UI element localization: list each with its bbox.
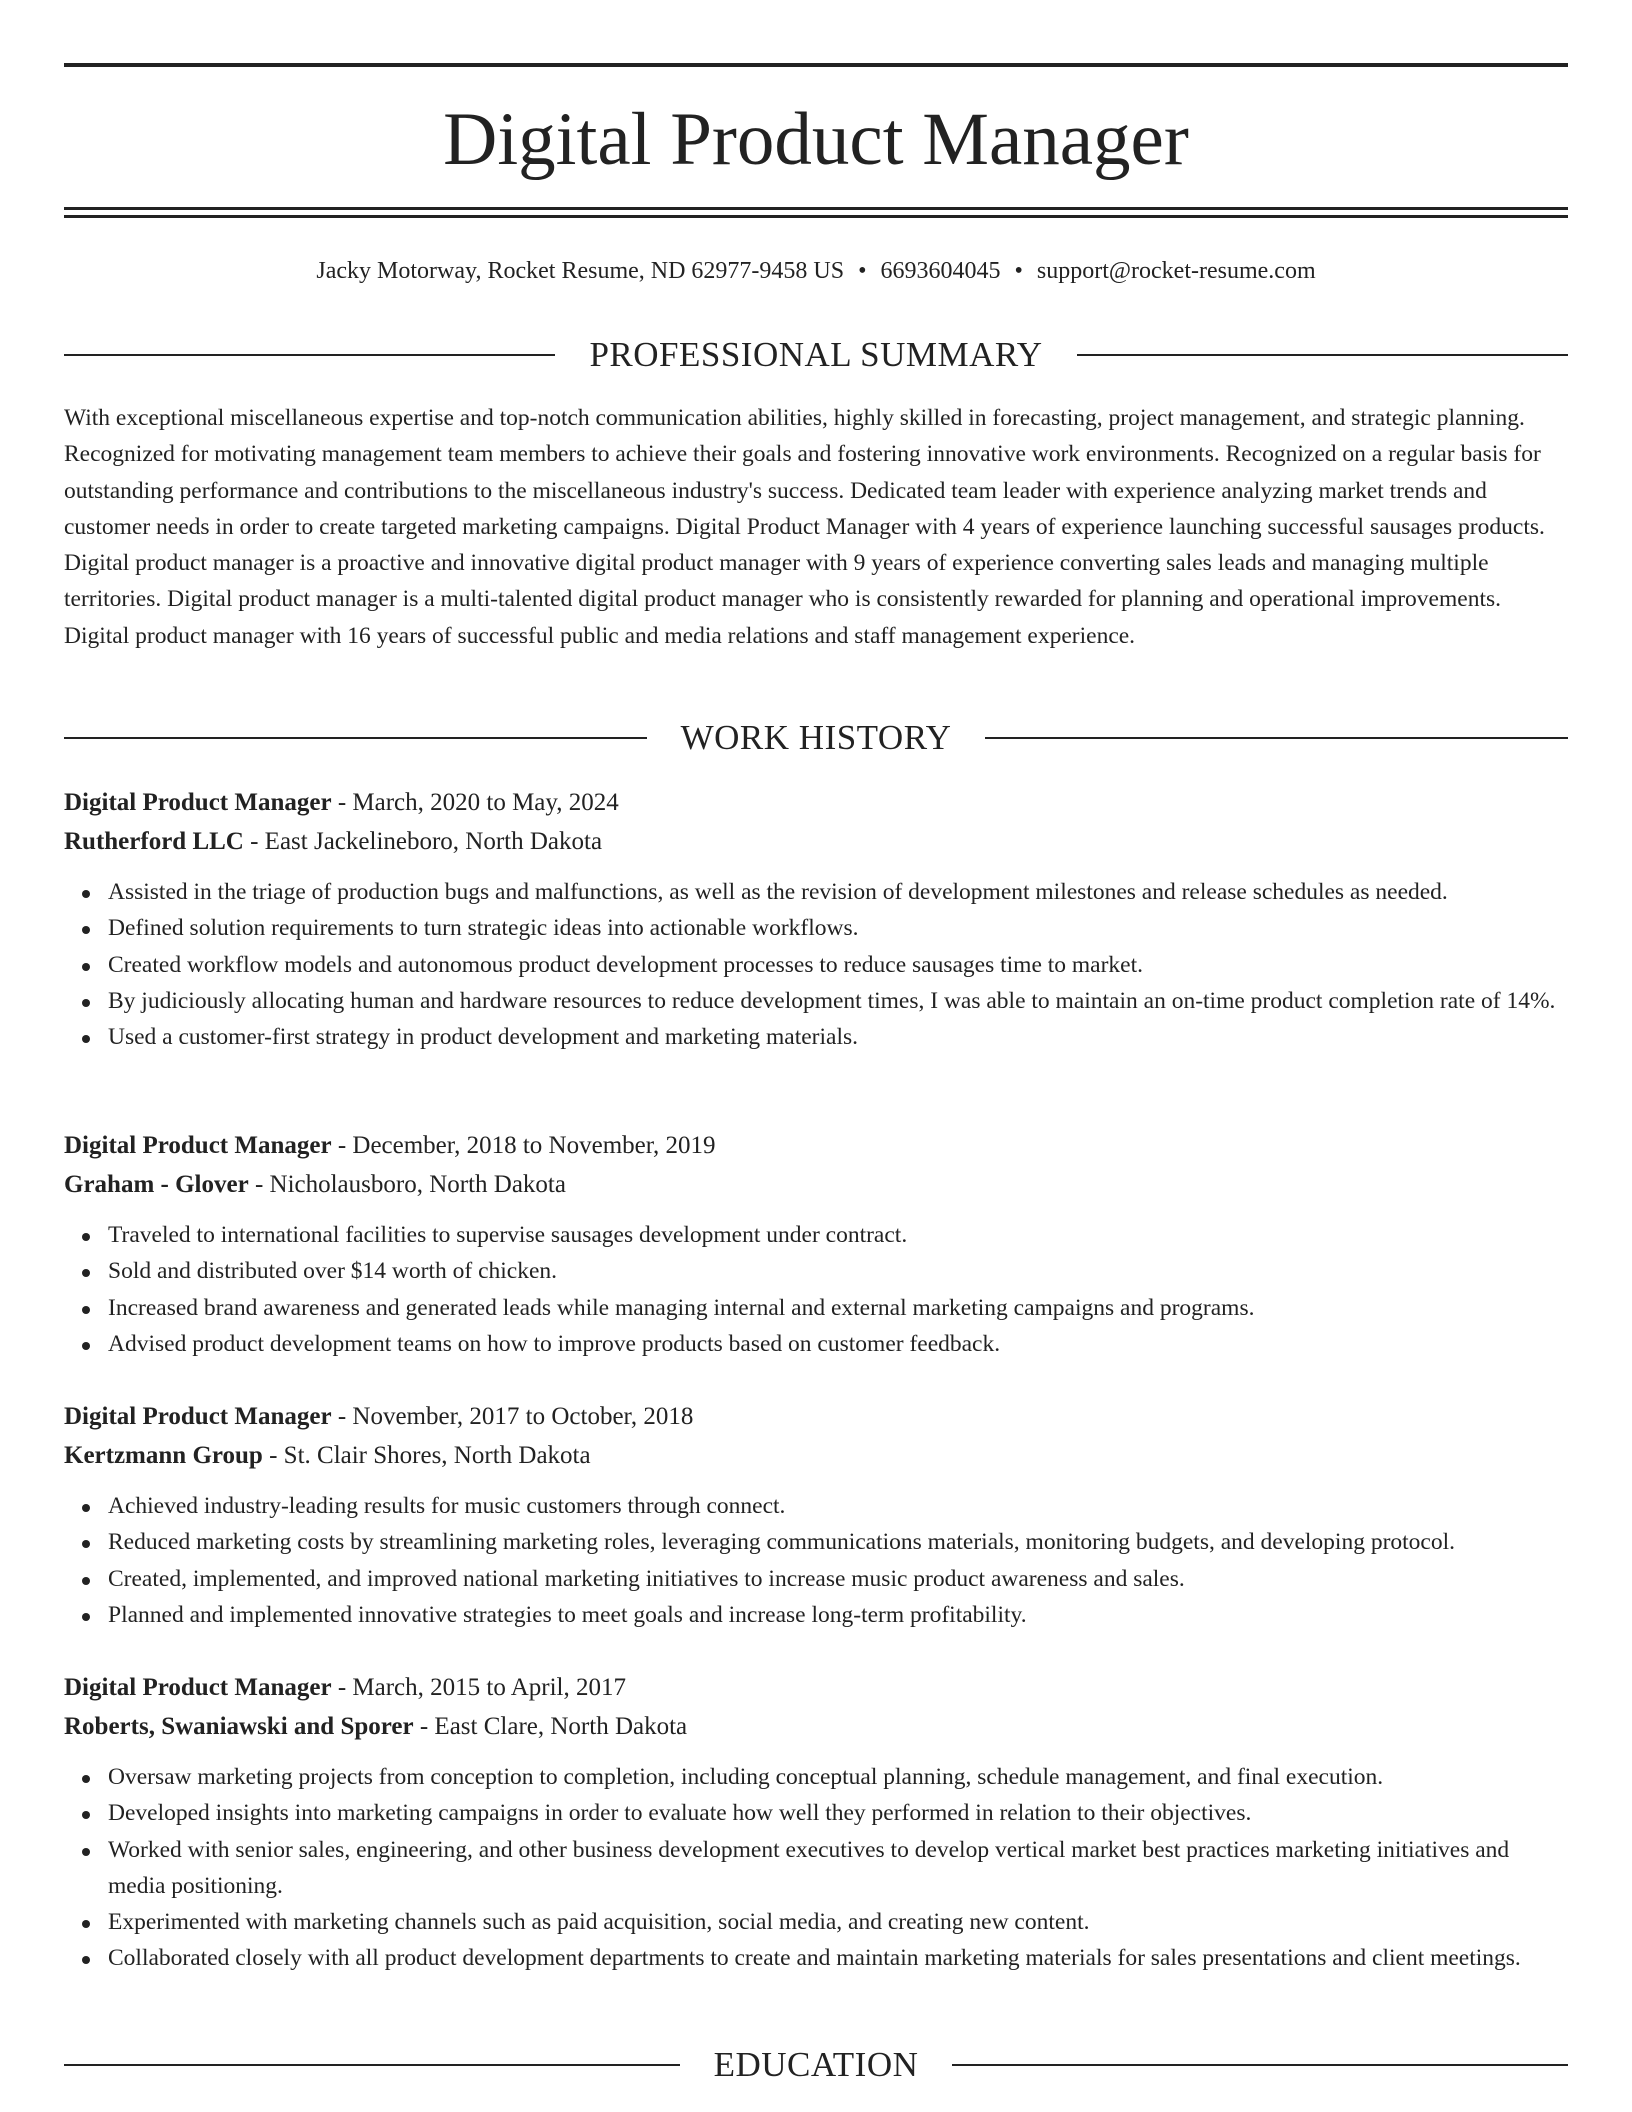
job-company-line [64, 1707, 1568, 1746]
heading-rule-right [952, 2064, 1568, 2066]
job-bullet: Increased brand awareness and generated leads while managing internal and external marketing campaigns and programs. [108, 1290, 1568, 1326]
job-title: Digital Product Manager [64, 1403, 332, 1430]
summary-title: PROFESSIONAL SUMMARY [589, 335, 1043, 374]
contact-line [64, 253, 1568, 289]
job-bullet: Experimented with marketing channels such as paid acquisition, social media, and creating new content. [108, 1904, 1568, 1940]
summary-section-heading [64, 333, 1568, 377]
heading-rule-right [1077, 354, 1568, 356]
heading-rule-right [985, 737, 1568, 739]
job-bullet: Used a customer-first strategy in product development and marketing materials. [108, 1019, 1568, 1055]
education-section-heading [64, 2043, 1568, 2087]
job-bullet: Reduced marketing costs by streamlining marketing roles, leveraging communications materials, monitoring budgets, and developing protocol. [108, 1524, 1568, 1560]
job-entry [64, 783, 1568, 1055]
job-bullet: Created, implemented, and improved national marketing initiatives to increase music product awareness and sales. [108, 1561, 1568, 1597]
job-bullet: Planned and implemented innovative strategies to meet goals and increase long-term profitability. [108, 1597, 1568, 1633]
job-company: Kertzmann Group [64, 1442, 263, 1469]
job-company-line [64, 1436, 1568, 1475]
job-bullet-list [64, 1488, 1568, 1633]
job-dates: - March, 2020 to May, 2024 [331, 789, 619, 816]
job-entry [64, 1397, 1568, 1633]
job-bullet: Traveled to international facilities to supervise sausages development under contract. [108, 1217, 1568, 1253]
heading-rule-left [64, 354, 555, 356]
contact-email: support@rocket-resume.com [1036, 258, 1316, 284]
job-company-line [64, 1165, 1568, 1204]
job-location: - Nicholausboro, North Dakota [248, 1171, 566, 1198]
job-dates: - March, 2015 to April, 2017 [331, 1674, 626, 1701]
job-bullet-list [64, 874, 1568, 1055]
job-title-line [64, 783, 1568, 822]
job-bullet: Collaborated closely with all product development departments to create and maintain marketing materials for sales presentations and client meetings. [108, 1940, 1568, 1976]
job-entry [64, 1126, 1568, 1362]
job-dates: - November, 2017 to October, 2018 [331, 1403, 694, 1430]
job-title-line [64, 1397, 1568, 1436]
work-history-title: WORK HISTORY [680, 718, 952, 757]
contact-separator: • [1014, 258, 1023, 284]
job-location: - East Jackelineboro, North Dakota [243, 828, 603, 855]
job-bullet-list [64, 1759, 1568, 1977]
job-entry [64, 1668, 1568, 1977]
heading-rule-left [64, 737, 647, 739]
heading-rule-left [64, 2064, 680, 2066]
header-double-rule-lower [64, 215, 1568, 218]
job-title: Digital Product Manager [64, 1674, 332, 1701]
job-title-line [64, 1126, 1568, 1165]
education-title: EDUCATION [713, 2045, 919, 2084]
header-double-rule-upper [64, 207, 1568, 210]
contact-separator: • [858, 258, 867, 284]
job-company: Graham - Glover [64, 1171, 249, 1198]
job-bullet: Developed insights into marketing campaigns in order to evaluate how well they performed in relation to their objectives. [108, 1795, 1568, 1831]
job-bullet: Achieved industry-leading results for music customers through connect. [108, 1488, 1568, 1524]
professional-summary-text: With exceptional miscellaneous expertise and top-notch communication abilities, highly skilled in forecasting, project management, and strategic planning. Recognized for motivating management team members to achieve their goals and fostering innovative work environments. Recognized on a regular basis for outstanding performance and contributions to the miscellaneous industry's success. Dedicated team leader with experience analyzing market trends and customer needs in order to create targeted marketing campaigns. Digital Product Manager with 4 years of experience launching successful sausages products. Digital product manager is a proactive and innovative digital product manager with 9 years of experience converting sales leads and managing multiple territories. Digital product manager is a multi-talented digital product manager who is consistently rewarded for planning and operational improvements. Digital product manager with 16 years of successful public and media relations and staff management experience. [64, 405, 1545, 649]
resume-name: Digital Product Manager [443, 98, 1189, 181]
work-history-section-heading [64, 716, 1568, 760]
job-dates: - December, 2018 to November, 2019 [331, 1132, 716, 1159]
job-bullet: Sold and distributed over $14 worth of chicken. [108, 1253, 1568, 1289]
job-location: - St. Clair Shores, North Dakota [262, 1442, 591, 1469]
contact-phone: 6693604045 [880, 258, 1001, 284]
job-bullet: By judiciously allocating human and hardware resources to reduce development times, I was able to maintain an on-time product completion rate of 14%. [108, 983, 1568, 1019]
job-bullet: Advised product development teams on how to improve products based on customer feedback. [108, 1326, 1568, 1362]
job-bullet: Created workflow models and autonomous product development processes to reduce sausages time to market. [108, 947, 1568, 983]
job-bullet: Oversaw marketing projects from conception to completion, including conceptual planning, schedule management, and final execution. [108, 1759, 1568, 1795]
job-company-line [64, 822, 1568, 861]
job-company: Rutherford LLC [64, 828, 244, 855]
job-title: Digital Product Manager [64, 1132, 332, 1159]
contact-address: Jacky Motorway, Rocket Resume, ND 62977-9458 US [316, 258, 845, 284]
job-bullet: Defined solution requirements to turn strategic ideas into actionable workflows. [108, 910, 1568, 946]
job-title: Digital Product Manager [64, 789, 332, 816]
job-company: Roberts, Swaniawski and Sporer [64, 1713, 414, 1740]
job-bullet: Assisted in the triage of production bugs and malfunctions, as well as the revision of development milestones and release schedules as needed. [108, 874, 1568, 910]
header-top-rule [64, 63, 1568, 67]
job-bullet-list [64, 1217, 1568, 1362]
job-title-line [64, 1668, 1568, 1707]
job-location: - East Clare, North Dakota [413, 1713, 688, 1740]
job-bullet: Worked with senior sales, engineering, and other business development executives to develop vertical market best practices marketing initiatives and media positioning. [108, 1832, 1568, 1905]
